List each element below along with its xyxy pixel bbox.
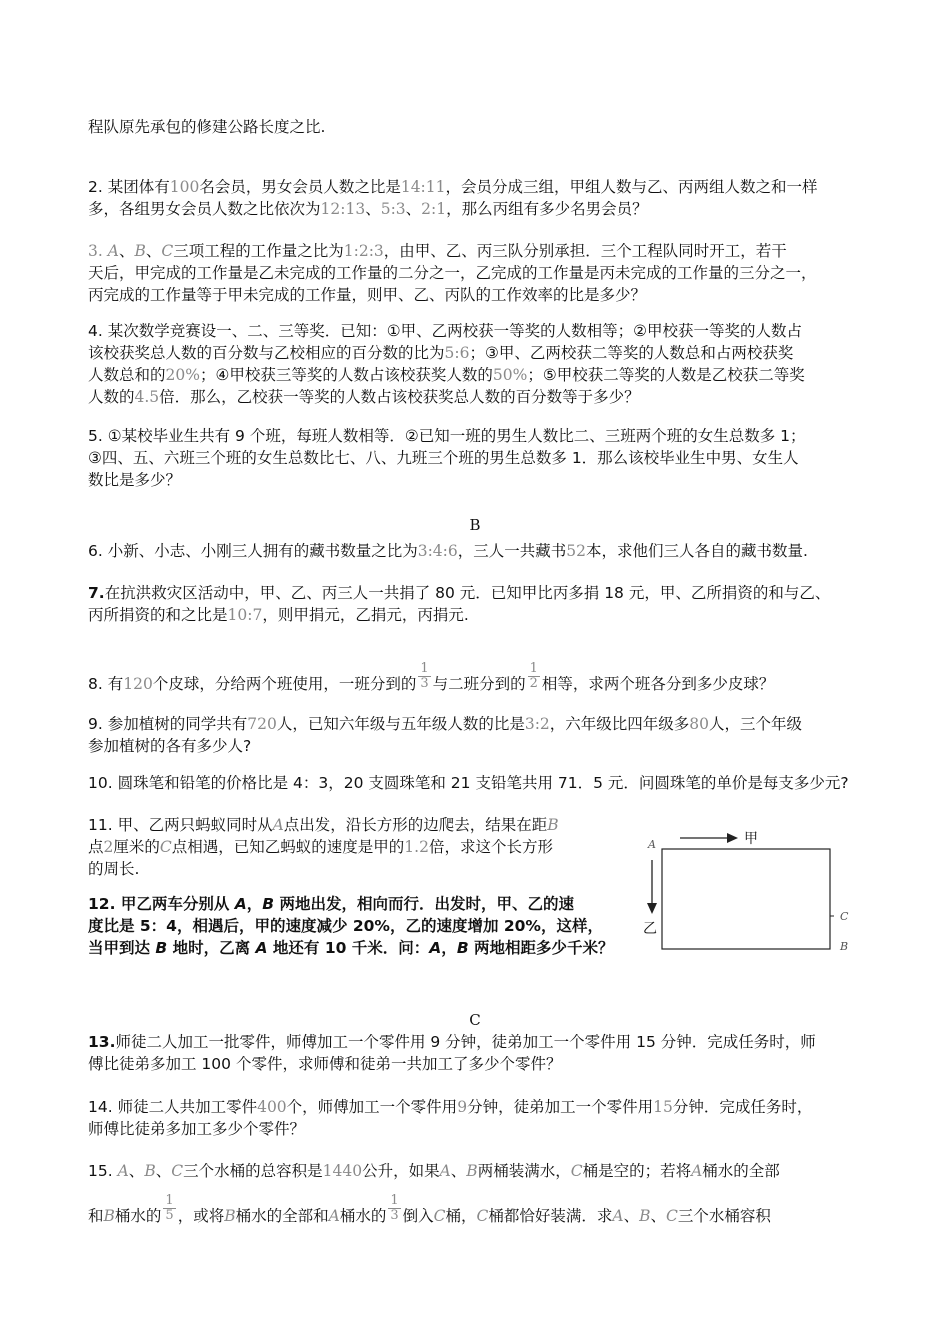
ratio: 3:2 [524,715,550,733]
label-b: B [840,940,849,953]
ratio: 5:3 [380,200,406,218]
text-line: 傅比徒弟多加工 100 个零件，求师傅和徒弟一共加工了多少个零件？ [88,1055,562,1073]
var: A [107,242,119,260]
text: 点 [88,838,104,856]
text: 桶水的全部 [702,1162,780,1180]
ratio: 14:11 [400,178,446,196]
number: 80 [689,715,710,733]
arrow-yi-head [647,903,657,914]
text-line [88,540,878,562]
text: 12. 甲乙两车分别从 [88,895,235,913]
text-line: 程队原先承包的修建公路长度之比. [88,118,326,136]
numerator: 1 [390,1193,399,1208]
question-number: 3. [88,242,103,260]
var: A [439,1162,451,1180]
number: 4.5 [134,388,160,406]
text: 三个水桶容积 [677,1207,771,1225]
question-2 [88,176,878,220]
text-line [88,1160,878,1182]
text-line: 天后，甲完成的工作量是乙未完成的工作量的二分之一，乙完成的工作量是丙未完成的工作量的三分之一， [88,264,817,282]
text-line: 丙完成的工作量等于甲未完成的工作量，则甲、乙、丙队的工作效率的比是多少？ [88,286,647,304]
var: A [429,939,442,957]
text: 6. 小新、小志、小刚三人拥有的藏书数量之比为 [88,542,418,560]
percent: 50% [492,366,528,384]
number: 400 [257,1098,287,1116]
var: C [476,1207,489,1225]
text-line: ③四、五、六班三个班的女生总数比七、八、九班三个班的男生总数多 1．那么该校毕业生中男、女生人 [88,449,799,467]
text: 公升，如果 [362,1162,440,1180]
fraction [388,1194,400,1223]
text: 9. 参加植树的同学共有 [88,715,248,733]
var: A [234,895,247,913]
var: B [224,1207,236,1225]
var: B [155,939,168,957]
text-line: 数比是多少？ [88,471,182,489]
text: 两桶装满水， [477,1162,571,1180]
var: B [134,242,146,260]
text-line [88,386,878,408]
var: B [103,1207,115,1225]
text-line [88,364,878,386]
var: C [570,1162,583,1180]
question-continuation [88,116,878,138]
text-line: 的周长. [88,860,140,878]
text-line [88,1193,878,1231]
text: ，三人一共藏书 [457,542,567,560]
section-heading-c: C [469,1011,481,1029]
question-7 [88,582,878,626]
var: A [691,1162,703,1180]
text: 桶水的 [114,1207,162,1225]
question-14 [88,1096,878,1140]
text: 桶， [445,1207,477,1225]
text: 丙所捐资的和之比是 [88,606,228,624]
text: ；④甲校获三等奖的人数占该校获奖人数的 [199,366,493,384]
fraction [528,662,540,691]
text-line [88,342,878,364]
text: 当甲到达 [88,939,156,957]
text: ， [246,895,263,913]
number: 720 [247,715,277,733]
rectangle [662,849,830,949]
question-6 [88,540,878,562]
question-5 [88,425,878,491]
denominator: 5 [165,1208,174,1223]
question-number: 7. [88,584,105,602]
text: 8. 有 [88,675,124,693]
text: 2. 某团体有 [88,178,170,196]
var: B [144,1162,156,1180]
var: C [433,1207,446,1225]
text: 本，求他们三人各自的藏书数量. [586,542,808,560]
number: 52 [566,542,586,560]
var: A [328,1207,340,1225]
number: 15 [653,1098,673,1116]
denominator: 3 [420,676,429,691]
text: 和 [88,1207,104,1225]
text: 地还有 10 千米．问： [267,939,430,957]
arrow-jia-head [727,833,738,843]
var: B [466,1162,478,1180]
numerator: 1 [420,661,429,676]
text: ，那么丙组有多少名男会员？ [446,200,648,218]
text-line [88,198,878,220]
ratio: 10:7 [227,606,263,624]
text: 点出发，沿长方形的边爬去，结果在距 [283,816,548,834]
text-line: 师傅比徒弟多加工多少个零件？ [88,1120,306,1138]
ratio: 12:13 [320,200,366,218]
var: A [272,816,284,834]
question-8 [88,661,878,699]
text-line [88,713,878,735]
question-12 [88,893,628,959]
var: B [262,895,275,913]
var: C [666,1207,678,1225]
text-line [88,814,628,836]
text: 桶都恰好装满．求 [488,1207,613,1225]
text: ，则甲捐元，乙捐元，丙捐元. [262,606,469,624]
text: 、 [145,242,162,260]
text: 个，师傅加工一个零件用 [286,1098,458,1116]
text: 在抗洪救灾区活动中，甲、乙、丙三人一共捐了 80 元．已知甲比丙多捐 18 元，甲、乙所捐资的和与乙、 [104,584,831,602]
question-4 [88,320,878,408]
text: 、 [405,200,422,218]
text: ；⑤甲校获二等奖的人数是乙校获二等奖 [527,366,805,384]
text-line [88,1031,878,1053]
question-3 [88,240,878,306]
text: 该校获奖总人数的百分数与乙校相应的百分数的比为 [88,344,445,362]
text-line [88,176,878,198]
var: C [161,242,174,260]
text: 地时，乙离 [167,939,256,957]
question-number: 13. [88,1033,116,1051]
ratio: 3:4:6 [417,542,458,560]
numerator: 1 [529,661,538,676]
text: 11. 甲、乙两只蚂蚁同时从 [88,816,273,834]
number: 1440 [322,1162,363,1180]
number: 1.2 [404,838,429,856]
question-11 [88,814,628,880]
text: ，六年级比四年级多 [549,715,690,733]
numerator: 1 [165,1193,174,1208]
question-13 [88,1031,878,1075]
text-line [88,1096,878,1118]
label-c: C [840,910,849,923]
text: 倍．那么，乙校获一等奖的人数占该校获奖总人数的百分数等于多少？ [159,388,640,406]
text-line [88,836,628,858]
question-number: 15. [88,1162,113,1180]
fraction [418,662,430,691]
text-line: 度比是 5：4，相遇后，甲的速度减少 20%，乙的速度增加 20%，这样， [88,917,603,935]
var: A [612,1207,624,1225]
denominator: 2 [529,676,538,691]
var: B [639,1207,651,1225]
number: 9 [457,1098,468,1116]
percent: 20% [165,366,200,384]
ratio: 2:1 [421,200,447,218]
text: ，由甲、乙、丙三队分别承担．三个工程队同时开工，若干 [383,242,787,260]
var: C [159,838,172,856]
var: A [117,1162,129,1180]
text: 两地出发，相向而行．出发时，甲、乙的速 [274,895,575,913]
var: C [171,1162,184,1180]
text: ；③甲、乙两校获二等奖的人数总和占两校获奖 [469,344,794,362]
text: 名会员，男女会员人数之比是 [199,178,401,196]
number: 100 [169,178,200,196]
number: 120 [123,675,153,693]
text: ，会员分成三组，甲组人数与乙、丙两组人数之和一样 [445,178,818,196]
text: 两地相距多少千米？ [468,939,614,957]
text: 三项工程的工作量之比为 [173,242,344,260]
text-line [88,937,628,959]
text: 点相遇，已知乙蚂蚁的速度是甲的 [171,838,405,856]
text-line [88,661,878,699]
text: 分钟．完成任务时， [672,1098,813,1116]
text: 、 [118,242,135,260]
text: 倒入 [402,1207,434,1225]
question-9 [88,713,878,757]
text: 倍，求这个长方形 [428,838,553,856]
text: 人，已知六年级与五年级人数的比是 [276,715,525,733]
text: 桶水的全部和 [235,1207,329,1225]
number: 2 [103,838,114,856]
label-a: A [648,838,656,851]
question-15 [88,1160,878,1231]
text-line: 10. 圆珠笔和铅笔的价格比是 4：3，20 支圆珠笔和 21 支铅笔共用 71．5 元．问圆珠笔的单价是每支多少元? [88,774,849,792]
text: ， [441,939,457,957]
text: 14. 师徒二人共加工零件 [88,1098,258,1116]
text: 、 [650,1207,667,1225]
text: 人数的 [88,388,135,406]
denominator: 3 [390,1208,399,1223]
question-10 [88,772,878,794]
fraction [163,1194,175,1223]
text-line: 4. 某次数学竞赛设一、二、三等奖．已知：①甲、乙两校获一等奖的人数相等；②甲校获一等奖的人数占 [88,322,803,340]
text-line [88,604,878,626]
text-line [88,893,628,915]
var: B [547,816,559,834]
text: 多，各组男女会员人数之比依次为 [88,200,321,218]
text-line [88,240,878,262]
var: B [456,939,469,957]
label-yi: 乙 [643,921,657,937]
text: 人，三个年级 [709,715,803,733]
label-jia: 甲 [744,831,758,847]
text: 、 [623,1207,640,1225]
text-line [88,582,878,604]
text: 桶是空的；若将 [582,1162,692,1180]
text-line: 5. ①某校毕业生共有 9 个班，每班人数相等．②已知一班的男生人数比二、三班两个班的女生总数多 1； [88,427,806,445]
text: 、 [155,1162,172,1180]
text: 、 [365,200,381,218]
text: 个皮球，分给两个班使用，一班分到的 [152,675,417,693]
ratio: 1:2:3 [343,242,384,260]
text: 厘米的 [113,838,160,856]
text: 、 [128,1162,145,1180]
ratio: 5:6 [444,344,470,362]
text: ，或将 [177,1207,225,1225]
text: 、 [450,1162,467,1180]
rectangle-diagram [630,818,870,968]
text: 三个水桶的总容积是 [183,1162,323,1180]
text: 分钟，徒弟加工一个零件用 [467,1098,654,1116]
text-line: 参加植树的各有多少人? [88,737,252,755]
text: 人数总和的 [88,366,166,384]
text: 与二班分到的 [432,675,526,693]
var: A [255,939,268,957]
text: 相等，求两个班各分到多少皮球？ [541,675,775,693]
text: 师徒二人加工一批零件，师傅加工一个零件用 9 分钟，徒弟加工一个零件用 15 分钟．完成任务时，师 [115,1033,816,1051]
section-heading-b: B [469,516,481,534]
text: 桶水的 [339,1207,387,1225]
